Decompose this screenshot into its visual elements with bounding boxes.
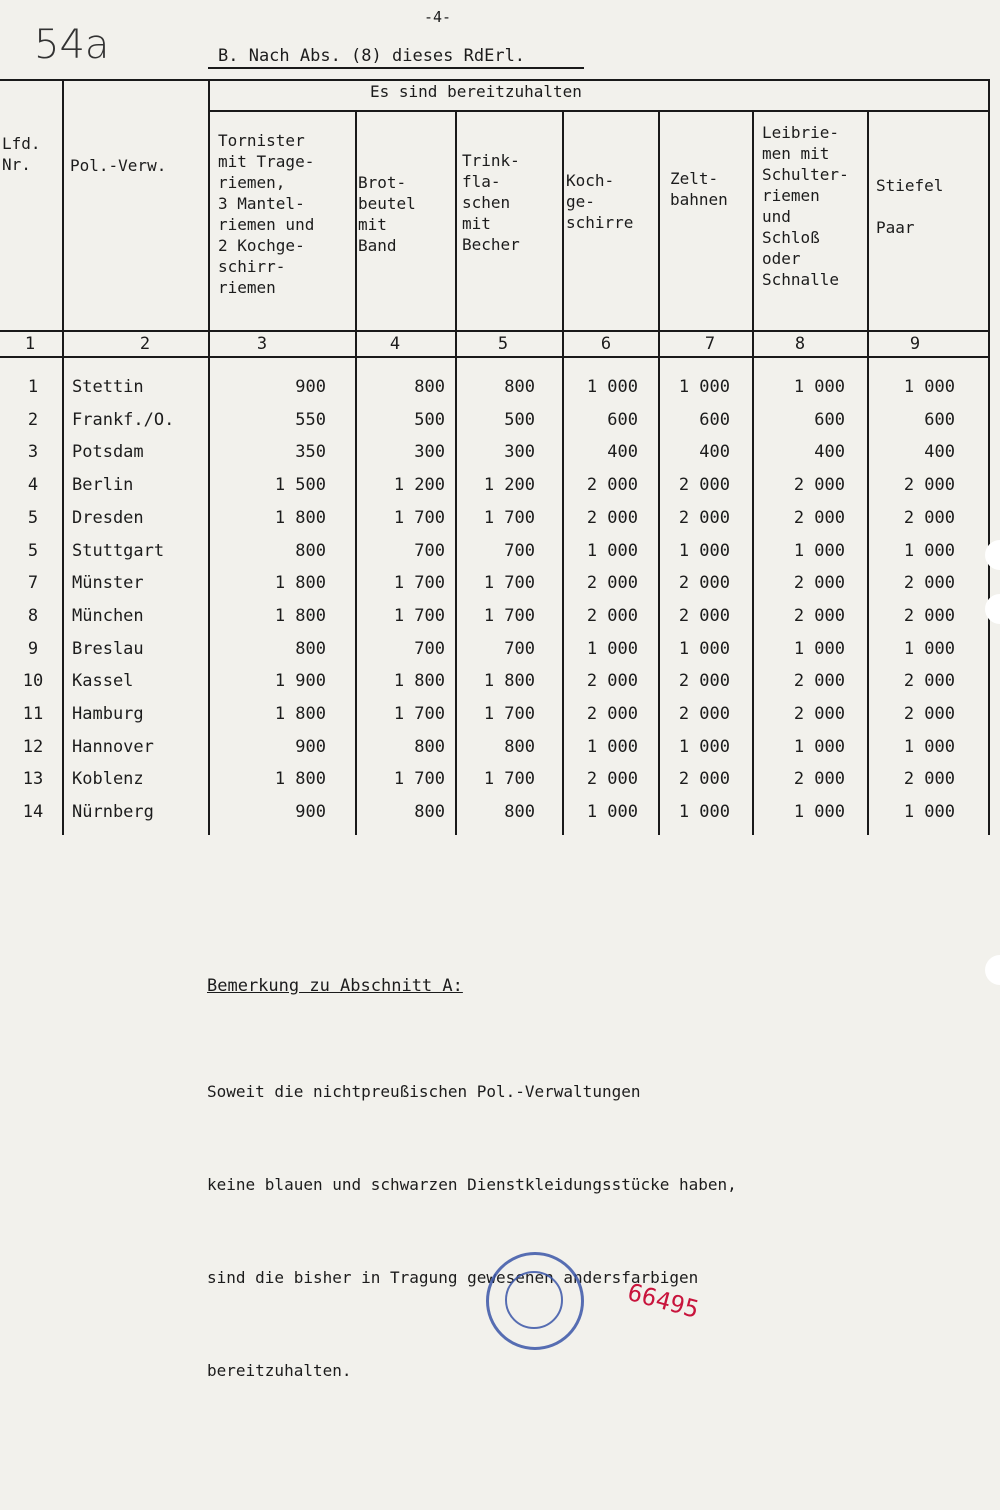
police-administration: Stuttgart — [72, 540, 165, 561]
quantity-cell: 700 — [414, 638, 445, 659]
row-number: 2 — [27, 409, 39, 430]
quantity-cell: 2 000 — [678, 671, 730, 692]
remark-line: sind die bisher in Tragung gewesenen andersfarbigen — [207, 1268, 699, 1287]
quantity-cell: 2 000 — [903, 671, 955, 692]
quantity-cell: 1 000 — [793, 540, 845, 561]
quantity-cell: 300 — [414, 442, 445, 463]
quantity-cell: 1 000 — [586, 540, 638, 561]
handwritten-reference: 54a — [34, 22, 110, 68]
page-number: -4- — [424, 8, 452, 26]
quantity-cell: 500 — [414, 409, 445, 430]
quantity-cell: 400 — [924, 442, 955, 463]
quantity-cell: 350 — [295, 442, 326, 463]
col-divider-1 — [62, 80, 64, 835]
quantity-cell: 1 700 — [393, 704, 445, 724]
row-number: 1 — [27, 377, 39, 397]
quantity-cell: 2 000 — [586, 671, 638, 692]
police-administration: Münster — [72, 573, 144, 594]
quantity-cell: 600 — [924, 409, 955, 430]
section-title-underline — [208, 67, 584, 69]
quantity-cell: 800 — [504, 377, 535, 397]
quantity-cell: 1 000 — [586, 736, 638, 757]
quantity-cell: 1 800 — [274, 769, 326, 790]
quantity-cell: 1 000 — [586, 638, 638, 659]
police-administration: Stettin — [72, 377, 144, 397]
quantity-cell: 2 000 — [903, 704, 955, 724]
quantity-cell: 2 000 — [678, 475, 730, 496]
quantity-cell: 1 700 — [393, 507, 445, 528]
quantity-cell: 800 — [414, 736, 445, 757]
row-number: 10 — [22, 671, 44, 692]
quantity-cell: 2 000 — [678, 573, 730, 594]
row-number: 9 — [27, 638, 39, 659]
police-administration: Frankf./O. — [72, 409, 175, 430]
column-number: 5 — [497, 334, 509, 354]
quantity-cell: 1 000 — [678, 377, 730, 397]
group-header-rule — [210, 110, 990, 112]
col-divider-7 — [752, 112, 754, 835]
quantity-cell: 1 700 — [483, 605, 535, 626]
quantity-cell: 1 900 — [274, 671, 326, 692]
quantity-cell: 1 200 — [483, 475, 535, 496]
quantity-cell: 1 800 — [393, 671, 445, 692]
quantity-cell: 2 000 — [586, 507, 638, 528]
row-number: 8 — [27, 605, 39, 626]
column-number: 8 — [794, 334, 806, 354]
quantity-cell: 1 800 — [274, 605, 326, 626]
police-administration: Hamburg — [72, 704, 144, 724]
quantity-cell: 2 000 — [793, 573, 845, 594]
quantity-cell: 1 800 — [483, 671, 535, 692]
quantity-cell: 2 000 — [678, 507, 730, 528]
quantity-cell: 2 000 — [793, 769, 845, 790]
column-number: 9 — [909, 334, 921, 354]
quantity-cell: 2 000 — [586, 704, 638, 724]
header-trinkflaschen: Trink- fla- schen mit Becher — [462, 151, 520, 254]
police-administration: Dresden — [72, 507, 144, 528]
quantity-cell: 1 000 — [678, 540, 730, 561]
police-administration: Koblenz — [72, 769, 144, 790]
table-top-rule — [0, 79, 990, 81]
police-administration: Breslau — [72, 638, 144, 659]
col-divider-2 — [208, 80, 210, 835]
quantity-cell: 2 000 — [793, 704, 845, 724]
quantity-cell: 1 700 — [393, 605, 445, 626]
quantity-cell: 1 800 — [274, 507, 326, 528]
remark-title: Bemerkung zu Abschnitt A: — [207, 976, 463, 996]
column-number: 1 — [24, 334, 36, 354]
header-tornister: Tornister mit Trage- riemen, 3 Mantel- riemen und 2 Kochge- schirr- riemen — [218, 131, 315, 297]
quantity-cell: 1 500 — [274, 475, 326, 496]
archive-seal-stamp — [486, 1252, 584, 1350]
quantity-cell: 2 000 — [586, 605, 638, 626]
police-administration: Nürnberg — [72, 802, 154, 823]
punch-hole — [985, 955, 1000, 985]
header-stiefel: Stiefel Paar — [876, 176, 944, 237]
row-number: 12 — [22, 736, 44, 757]
quantity-cell: 600 — [814, 409, 845, 430]
quantity-cell: 700 — [504, 540, 535, 561]
column-number: 2 — [139, 334, 151, 354]
column-number: 6 — [600, 334, 612, 354]
quantity-cell: 2 000 — [586, 769, 638, 790]
row-number: 7 — [27, 573, 39, 594]
row-number: 5 — [27, 507, 39, 528]
quantity-cell: 1 000 — [903, 736, 955, 757]
quantity-cell: 400 — [814, 442, 845, 463]
quantity-cell: 1 000 — [903, 377, 955, 397]
quantity-cell: 300 — [504, 442, 535, 463]
column-number-rule — [0, 356, 990, 358]
quantity-cell: 600 — [699, 409, 730, 430]
quantity-cell: 700 — [504, 638, 535, 659]
quantity-cell: 1 000 — [903, 638, 955, 659]
police-administration: Hannover — [72, 736, 154, 757]
quantity-cell: 900 — [295, 736, 326, 757]
col-divider-3 — [355, 112, 357, 835]
quantity-cell: 2 000 — [903, 475, 955, 496]
quantity-cell: 1 000 — [903, 540, 955, 561]
quantity-cell: 400 — [607, 442, 638, 463]
col-divider-6 — [658, 112, 660, 835]
quantity-cell: 1 000 — [793, 377, 845, 397]
police-administration: Berlin — [72, 475, 134, 496]
col-divider-5 — [562, 112, 564, 835]
quantity-cell: 1 800 — [274, 573, 326, 594]
row-number: 14 — [22, 802, 44, 823]
quantity-cell: 1 700 — [483, 704, 535, 724]
quantity-cell: 1 200 — [393, 475, 445, 496]
remark-line: bereitzuhalten. — [207, 1361, 352, 1380]
quantity-cell: 800 — [295, 638, 326, 659]
quantity-cell: 800 — [504, 802, 535, 823]
police-administration: Potsdam — [72, 442, 144, 463]
quantity-cell: 2 000 — [903, 573, 955, 594]
remark-line: keine blauen und schwarzen Dienstkleidungsstücke haben, — [207, 1175, 737, 1194]
quantity-cell: 2 000 — [903, 605, 955, 626]
quantity-cell: 600 — [607, 409, 638, 430]
header-pol-verw: Pol.-Verw. — [70, 156, 167, 175]
group-header: Es sind bereitzuhalten — [370, 82, 582, 101]
quantity-cell: 1 000 — [678, 736, 730, 757]
col-divider-4 — [455, 112, 457, 835]
row-number: 5 — [27, 540, 39, 561]
row-number: 4 — [27, 475, 39, 496]
header-zeltbahnen: Zelt- bahnen — [670, 169, 728, 209]
col-divider-8 — [867, 112, 869, 835]
quantity-cell: 1 700 — [393, 769, 445, 790]
quantity-cell: 1 000 — [678, 802, 730, 823]
quantity-cell: 1 000 — [586, 377, 638, 397]
quantity-cell: 2 000 — [793, 605, 845, 626]
quantity-cell: 1 700 — [393, 573, 445, 594]
header-lfd-nr: Lfd. Nr. — [2, 134, 41, 174]
quantity-cell: 2 000 — [793, 475, 845, 496]
quantity-cell: 700 — [414, 540, 445, 561]
quantity-cell: 2 000 — [678, 704, 730, 724]
table-right-border — [988, 80, 990, 835]
quantity-cell: 1 000 — [678, 638, 730, 659]
quantity-cell: 2 000 — [903, 769, 955, 790]
quantity-cell: 1 700 — [483, 769, 535, 790]
section-title: B. Nach Abs. (8) dieses RdErl. — [218, 46, 526, 66]
header-brotbeutel: Brot- beutel mit Band — [358, 173, 416, 255]
quantity-cell: 1 000 — [793, 638, 845, 659]
quantity-cell: 1 000 — [586, 802, 638, 823]
quantity-cell: 2 000 — [586, 475, 638, 496]
quantity-cell: 2 000 — [793, 671, 845, 692]
quantity-cell: 1 000 — [903, 802, 955, 823]
row-number: 3 — [27, 442, 39, 463]
quantity-cell: 2 000 — [678, 605, 730, 626]
header-leibriemen: Leibrie- men mit Schulter- riemen und Schloß oder Schnalle — [762, 123, 849, 289]
quantity-cell: 900 — [295, 377, 326, 397]
police-administration: Kassel — [72, 671, 134, 692]
quantity-cell: 1 700 — [483, 507, 535, 528]
column-number: 3 — [256, 334, 268, 354]
quantity-cell: 550 — [295, 409, 326, 430]
archive-number-stamp: 66495 — [624, 1278, 702, 1324]
quantity-cell: 800 — [414, 802, 445, 823]
quantity-cell: 1 800 — [274, 704, 326, 724]
quantity-cell: 800 — [295, 540, 326, 561]
column-number: 4 — [389, 334, 401, 354]
column-number: 7 — [704, 334, 716, 354]
remark-line: Soweit die nichtpreußischen Pol.-Verwaltungen — [207, 1082, 641, 1101]
quantity-cell: 2 000 — [678, 769, 730, 790]
quantity-cell: 500 — [504, 409, 535, 430]
header-kochgeschirre: Koch- ge- schirre — [566, 171, 634, 232]
header-bottom-rule — [0, 330, 990, 332]
quantity-cell: 800 — [504, 736, 535, 757]
quantity-cell: 400 — [699, 442, 730, 463]
row-number: 13 — [22, 769, 44, 790]
police-administration: München — [72, 605, 144, 626]
quantity-cell: 800 — [414, 377, 445, 397]
quantity-cell: 1 700 — [483, 573, 535, 594]
quantity-cell: 2 000 — [793, 507, 845, 528]
remark-text — [207, 1014, 737, 1448]
quantity-cell: 2 000 — [903, 507, 955, 528]
quantity-cell: 1 000 — [793, 802, 845, 823]
quantity-cell: 900 — [295, 802, 326, 823]
quantity-cell: 2 000 — [586, 573, 638, 594]
quantity-cell: 1 000 — [793, 736, 845, 757]
row-number: 11 — [22, 704, 44, 724]
